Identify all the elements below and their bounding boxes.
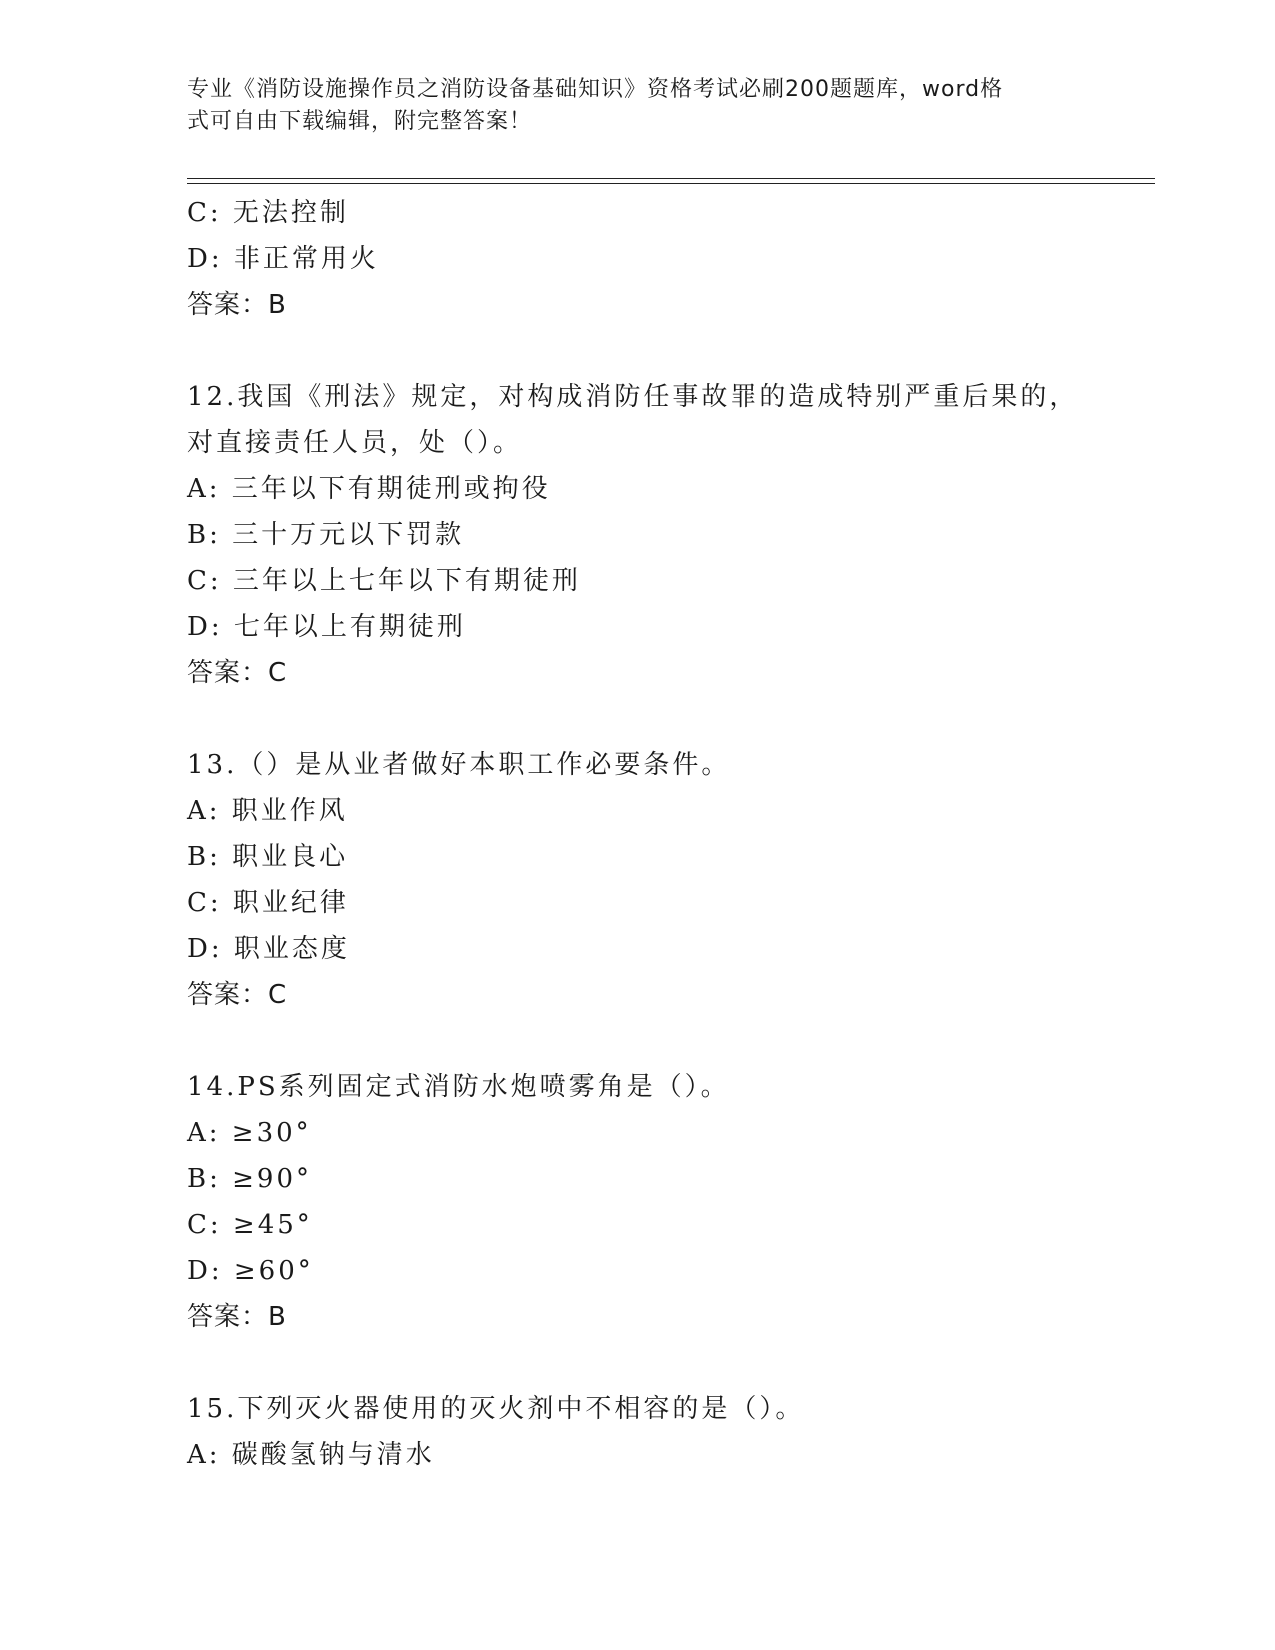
header-divider-bottom [187,183,1155,184]
option-d: D: 职业态度 [187,934,350,964]
spacer [187,328,1087,374]
question-stem: 15.下列灭火器使用的灭火剂中不相容的是（）。 [187,1394,805,1424]
question-stem: 13.（）是从业者做好本职工作必要条件。 [187,750,731,780]
option-b: B: 三十万元以下罚款 [187,520,465,550]
prev-question [187,190,1087,328]
answer-label: 答案：B [187,1302,287,1332]
answer-label: 答案：C [187,980,288,1010]
option-b: B: ≥90° [187,1164,312,1194]
option-d: D: ≥60° [187,1256,314,1286]
option-a: A: 职业作风 [187,796,348,826]
option-c: C: 无法控制 [187,198,349,228]
question-content [187,190,1087,1478]
option-c: C: ≥45° [187,1210,313,1240]
option-a: A: 三年以下有期徒刑或拘役 [187,474,551,504]
header-line-2: 式可自由下载编辑，附完整答案！ [187,109,533,134]
question-stem: 14.PS系列固定式消防水炮喷雾角是（）。 [187,1072,730,1102]
spacer [187,1018,1087,1064]
header-divider-top [187,178,1155,179]
option-d: D: 七年以上有期徒刑 [187,612,466,642]
question-stem: 12.我国《刑法》规定，对构成消防任事故罪的造成特别严重后果的， [187,382,1079,412]
spacer [187,1340,1087,1386]
question-stem-continued: 对直接责任人员，处（）。 [187,428,523,458]
question-13 [187,742,1087,1018]
option-a: A: ≥30° [187,1118,312,1148]
question-14 [187,1064,1087,1340]
option-b: B: 职业良心 [187,842,349,872]
option-c: C: 三年以上七年以下有期徒刑 [187,566,581,596]
option-c: C: 职业纪律 [187,888,349,918]
answer-label: 答案：B [187,290,287,320]
spacer [187,696,1087,742]
header-line-1: 专业《消防设施操作员之消防设备基础知识》资格考试必刷200题题库，word格 [187,77,1004,102]
option-a: A: 碳酸氢钠与清水 [187,1440,435,1470]
document-header [187,74,1067,138]
option-d: D: 非正常用火 [187,244,379,274]
question-15 [187,1386,1087,1478]
answer-label: 答案：C [187,658,288,688]
question-12 [187,374,1087,696]
